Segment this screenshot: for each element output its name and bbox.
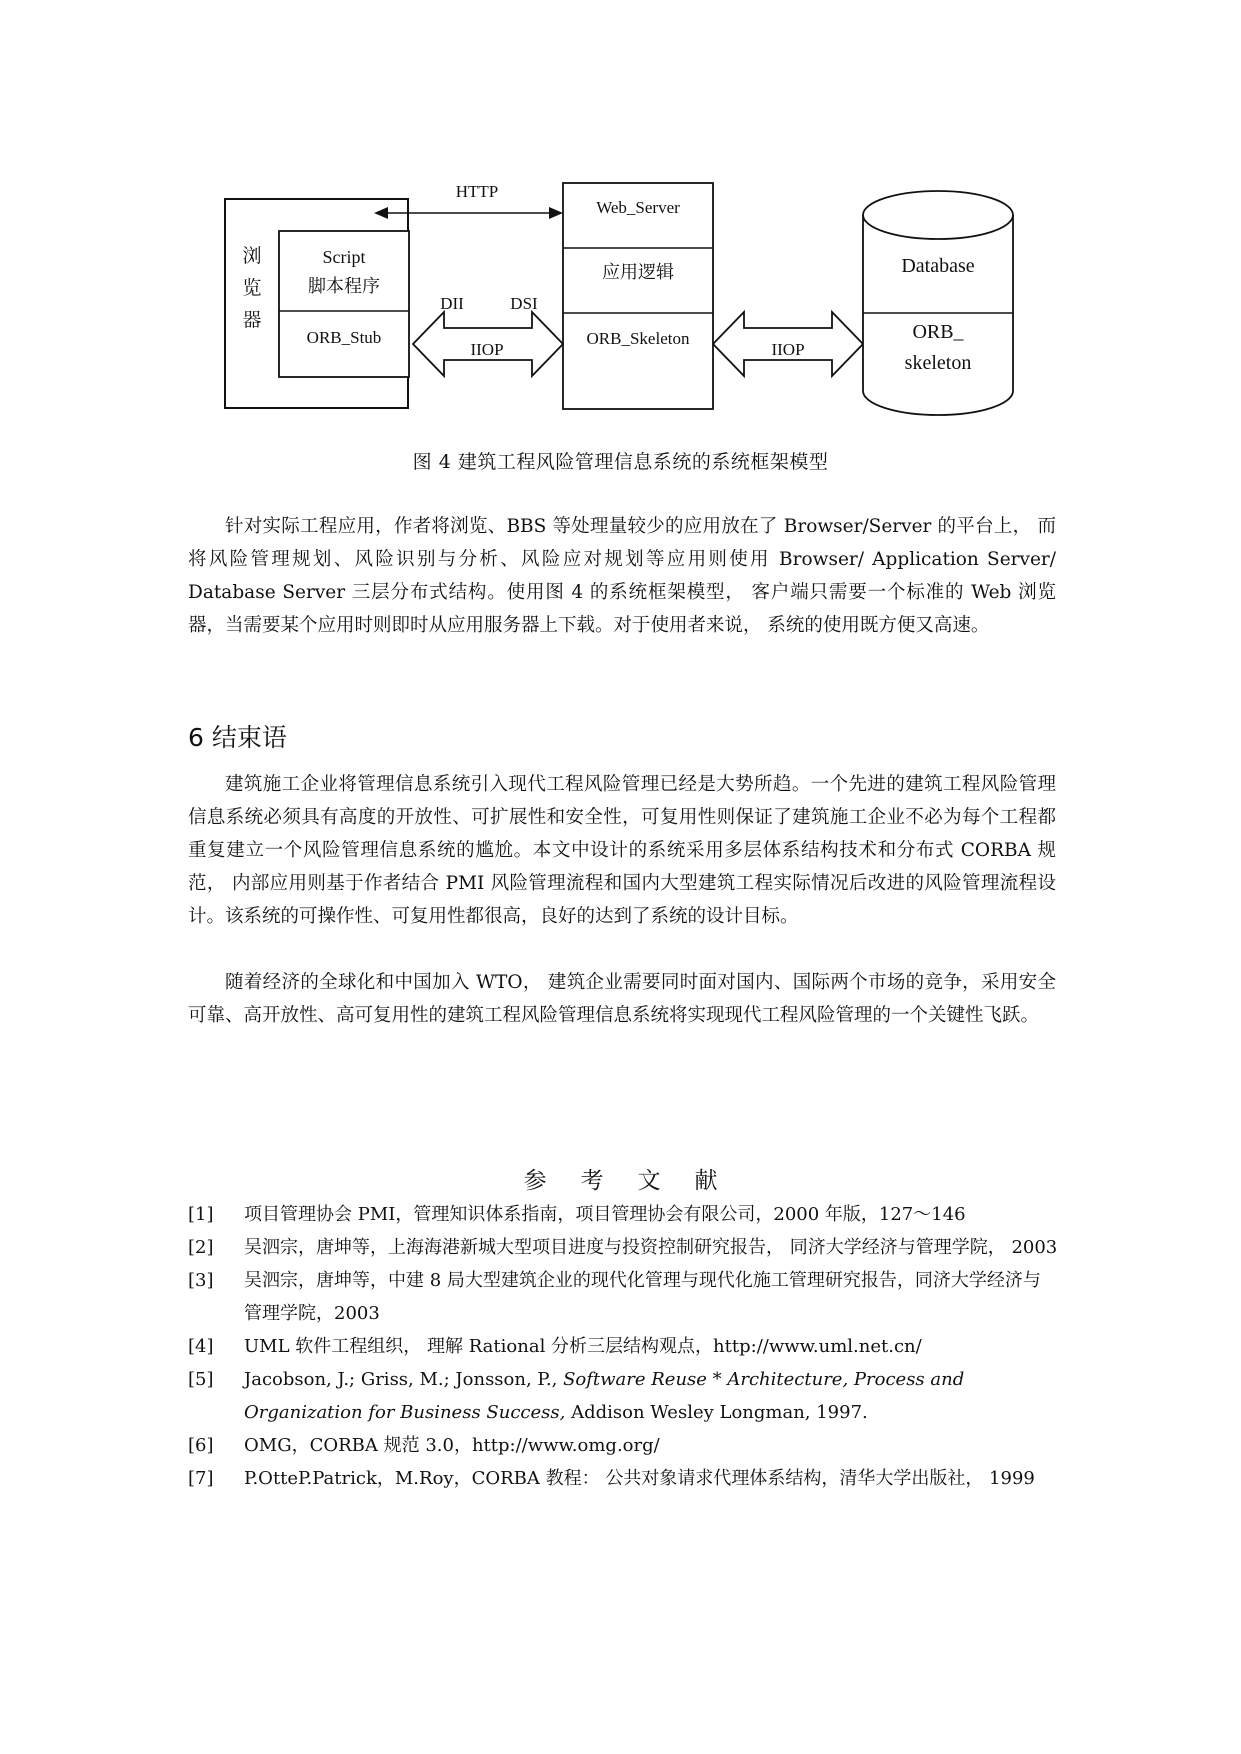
reference-item (188, 1198, 1058, 1231)
database-cylinder-top (863, 191, 1013, 239)
browser-label-2: 览 (242, 278, 262, 299)
system-architecture-diagram (0, 0, 1241, 480)
database-label: Database (901, 255, 975, 277)
reference-publisher: Addison Wesley Longman, 1997. (571, 1402, 868, 1423)
body-paragraph-3: 随着经济的全球化和中国加入 WTO， 建筑企业需要同时面对国内、国际两个市场的竞争，采用安全可靠、高开放性、高可复用性的建筑工程风险管理信息系统将实现现代工程风险管理的一个关键性飞跃。 (188, 972, 1056, 1026)
reference-number: [2] (188, 1237, 214, 1258)
reference-text: 吴泗宗，唐坤等，中建 8 局大型建筑企业的现代化管理与现代化施工管理研究报告，同济大学经济与管理学院，2003 (244, 1270, 1041, 1324)
db-orb-label-1: ORB_ (912, 321, 964, 343)
body-paragraph-1: 针对实际工程应用，作者将浏览、BBS 等处理量较少的应用放在了 Browser/Server 的平台上， 而将风险管理规划、风险识别与分析、风险应对规划等应用则使用 Browser/ Application Server/ Database Server 三层分布式结构。使用图 4 的系统框架模型， 客户端只需要一个标准的 Web 浏览器，当需要某个应用时则即时从应用服务器上下载。对于使用者来说， 系统的使用既方便又高速。 (188, 516, 1056, 636)
reference-item (188, 1330, 1058, 1363)
reference-item (188, 1429, 1058, 1462)
reference-number: [5] (188, 1369, 214, 1390)
references-list (188, 1198, 1058, 1495)
iiop-left-label: IIOP (470, 340, 504, 359)
reference-authors: Jacobson, J.; Griss, M.; Jonsson, P., (244, 1369, 558, 1390)
body-paragraph-2: 建筑施工企业将管理信息系统引入现代工程风险管理已经是大势所趋。一个先进的建筑工程风险管理信息系统必须具有高度的开放性、可扩展性和安全性，可复用性则保证了建筑施工企业不必为每个工程都重复建立一个风险管理信息系统的尴尬。本文中设计的系统采用多层体系结构技术和分布式 CORBA 规范， 内部应用则基于作者结合 PMI 风险管理流程和国内大型建筑工程实际情况后改进的风险管理流程设计。该系统的可操作性、可复用性都很高，良好的达到了系统的设计目标。 (188, 774, 1056, 927)
http-arrowhead-left (374, 207, 388, 219)
script-cn-label: 脚本程序 (308, 276, 380, 296)
dii-label: DII (440, 294, 464, 313)
reference-item (188, 1264, 1058, 1330)
db-orb-label-2: skeleton (904, 352, 972, 374)
script-label: Script (322, 247, 366, 267)
section-heading: 6 结束语 (188, 723, 287, 752)
reference-number: [7] (188, 1468, 214, 1489)
references-title: 参考文献 (523, 1168, 752, 1194)
reference-text: UML 软件工程组织， 理解 Rational 分析三层结构观点，http://www.uml.net.cn/ (244, 1336, 922, 1357)
reference-number: [1] (188, 1204, 214, 1225)
reference-item (188, 1462, 1058, 1495)
dsi-label: DSI (510, 294, 538, 313)
iiop-right-label: IIOP (771, 340, 805, 359)
orb-skeleton-label: ORB_Skeleton (586, 329, 690, 348)
reference-book-title: Software Reuse * Architecture, Process and Organization for Business Success, (244, 1369, 965, 1423)
database-cylinder (863, 215, 1013, 415)
browser-label-3: 器 (242, 310, 262, 331)
reference-item (188, 1231, 1058, 1264)
browser-label-1: 浏 (242, 246, 262, 267)
reference-number: [3] (188, 1270, 214, 1291)
reference-text: P.OtteP.Patrick，M.Roy，CORBA 教程： 公共对象请求代理体系结构，清华大学出版社， 1999 (244, 1468, 1035, 1489)
reference-text (244, 1363, 1058, 1429)
reference-text: 吴泗宗，唐坤等，上海海港新城大型项目进度与投资控制研究报告， 同济大学经济与管理学院， 2003 (244, 1237, 1058, 1258)
http-arrowhead-right (549, 207, 563, 219)
reference-item (188, 1363, 1058, 1429)
app-logic-label: 应用逻辑 (602, 262, 674, 282)
figure-caption: 图 4 建筑工程风险管理信息系统的系统框架模型 (412, 451, 829, 473)
orb-stub-label: ORB_Stub (306, 328, 382, 347)
reference-text: 项目管理协会 PMI，管理知识体系指南，项目管理协会有限公司，2000 年版，127～146 (244, 1204, 966, 1225)
reference-text: OMG，CORBA 规范 3.0，http://www.omg.org/ (244, 1435, 660, 1456)
reference-number: [6] (188, 1435, 214, 1456)
reference-number: [4] (188, 1336, 214, 1357)
http-label: HTTP (455, 182, 499, 201)
web-server-label: Web_Server (596, 198, 680, 217)
